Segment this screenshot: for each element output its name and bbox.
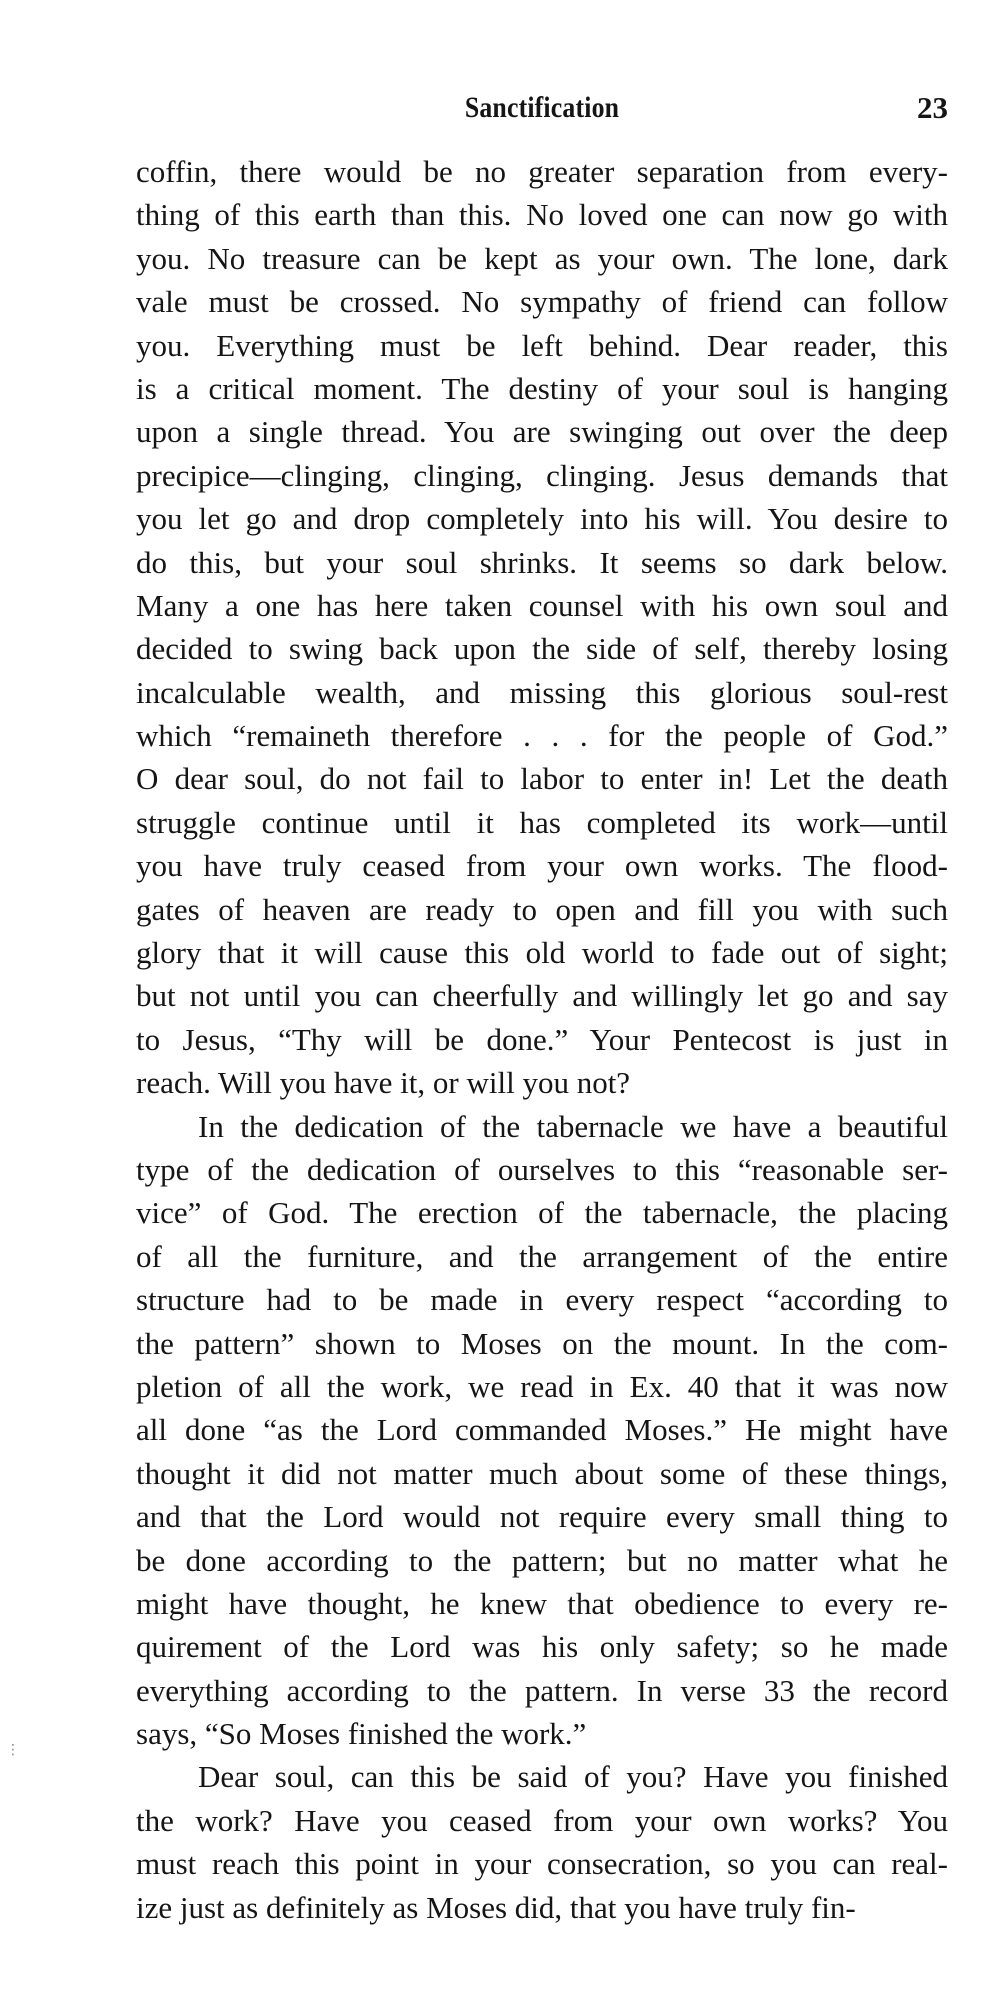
text-line: O dear soul, do not fail to labor to enter in! Let the death — [136, 761, 948, 797]
text-line: to Jesus, “Thy will be done.” Your Pentecost is just in — [136, 1021, 948, 1057]
text-line: pletion of all the work, we read in Ex. 40 that it was now — [136, 1368, 948, 1404]
page-number: 23 — [917, 90, 948, 125]
text-line: coffin, there would be no greater separation from every- — [136, 154, 948, 189]
text-line: In the dedication of the tabernacle we have a beautiful — [198, 1108, 948, 1144]
text-line: be done according to the pattern; but no matter what he — [136, 1542, 948, 1578]
margin-mark: ⋮ — [6, 1742, 20, 1758]
text-line: quirement of the Lord was his only safety; so he made — [136, 1629, 948, 1665]
text-line: gates of heaven are ready to open and fill you with such — [136, 891, 948, 927]
text-line: but not until you can cheerfully and willingly let go and say — [136, 978, 948, 1014]
running-title: Sanctification — [464, 91, 620, 124]
text-line: you have truly ceased from your own works. The flood- — [136, 848, 948, 884]
text-line: you let go and drop completely into his will. You desire to — [136, 501, 948, 537]
text-line: vale must be crossed. No sympathy of friend can follow — [136, 284, 948, 320]
body-text — [136, 150, 948, 1929]
text-line: you. No treasure can be kept as your own. The lone, dark — [136, 240, 948, 276]
page-header — [136, 88, 948, 128]
text-line: the work? Have you ceased from your own works? You — [136, 1802, 948, 1838]
paragraph — [136, 1105, 948, 1756]
text-line: ize just as definitely as Moses did, that you have truly fin- — [136, 1889, 856, 1925]
text-line: type of the dedication of ourselves to this “reasonable ser- — [136, 1151, 948, 1187]
text-line: reach. Will you have it, or will you not? — [136, 1065, 631, 1101]
paragraph — [136, 150, 948, 1105]
text-line: Many a one has here taken counsel with his own soul and — [136, 587, 948, 623]
text-line: is a critical moment. The destiny of your soul is hanging — [136, 370, 948, 406]
text-line: thing of this earth than this. No loved one can now go with — [136, 197, 948, 233]
text-line: upon a single thread. You are swinging out over the deep — [136, 414, 948, 450]
text-line: you. Everything must be left behind. Dear reader, this — [136, 327, 948, 363]
paragraph — [136, 1755, 948, 1929]
text-line: struggle continue until it has completed its work—until — [136, 804, 948, 840]
text-line: Dear soul, can this be said of you? Have you finished — [198, 1759, 948, 1795]
text-line: and that the Lord would not require every small thing to — [136, 1499, 948, 1535]
text-line: decided to swing back upon the side of self, thereby losing — [136, 631, 948, 667]
text-line: of all the furniture, and the arrangement of the entire — [136, 1238, 948, 1274]
text-line: the pattern” shown to Moses on the mount. In the com- — [136, 1325, 948, 1361]
text-line: says, “So Moses finished the work.” — [136, 1716, 587, 1752]
text-line: do this, but your soul shrinks. It seems so dark below. — [136, 544, 948, 580]
text-line: might have thought, he knew that obedience to every re- — [136, 1585, 948, 1621]
text-line: thought it did not matter much about some of these things, — [136, 1455, 948, 1491]
text-line: precipice—clinging, clinging, clinging. Jesus demands that — [136, 457, 948, 493]
text-line: must reach this point in your consecration, so you can real- — [136, 1846, 948, 1882]
text-line: glory that it will cause this old world to fade out of sight; — [136, 935, 948, 971]
text-line: everything according to the pattern. In verse 33 the record — [136, 1672, 948, 1708]
text-line: vice” of God. The erection of the tabernacle, the placing — [136, 1195, 948, 1231]
text-line: all done “as the Lord commanded Moses.” He might have — [136, 1412, 948, 1448]
text-line: structure had to be made in every respect “according to — [136, 1282, 948, 1318]
text-line: incalculable wealth, and missing this glorious soul-rest — [136, 674, 948, 710]
text-line: which “remaineth therefore . . . for the people of God.” — [136, 718, 948, 754]
